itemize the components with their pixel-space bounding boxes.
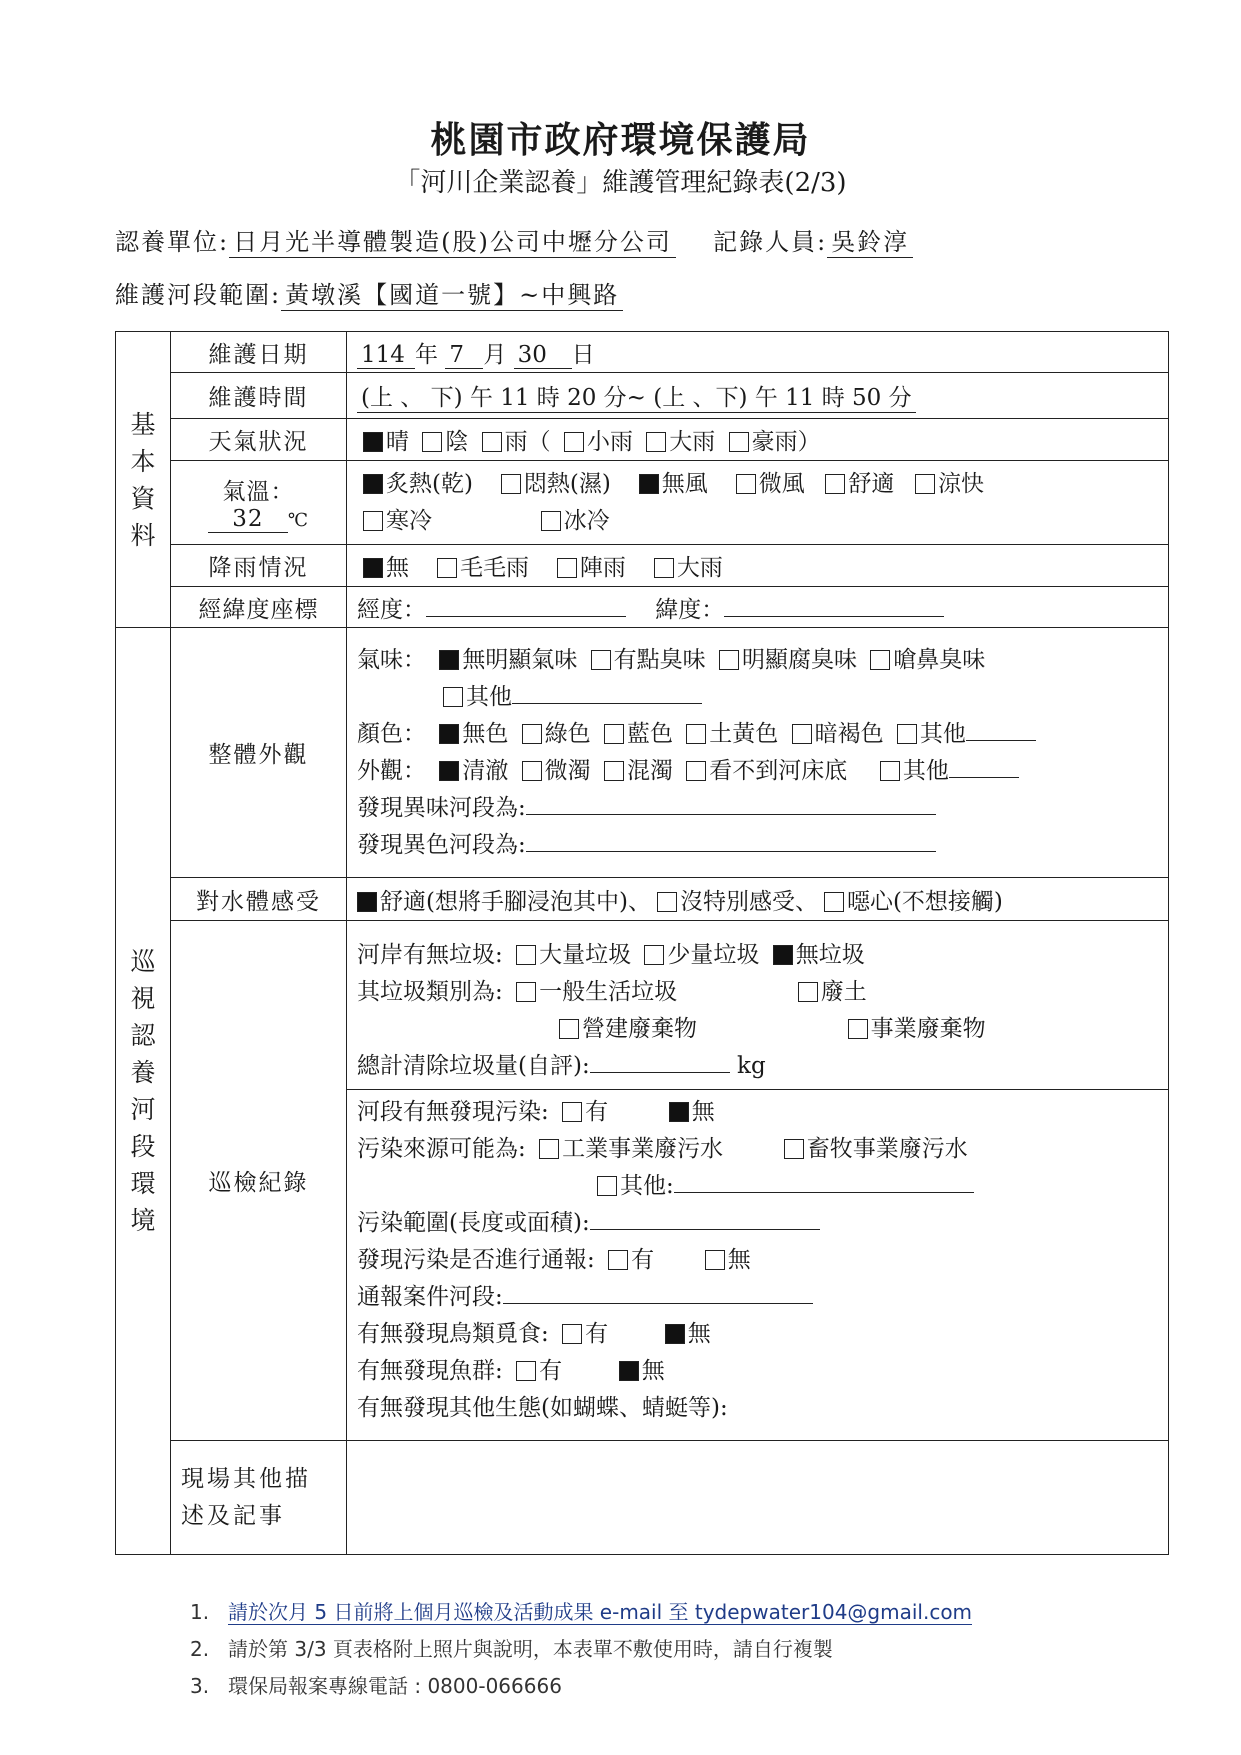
- temperature-cell: 氣溫： 32 ℃: [171, 461, 347, 545]
- weather-storm-checkbox[interactable]: [729, 432, 749, 452]
- weather-heavy-rain-checkbox[interactable]: [646, 432, 666, 452]
- inspection-record-row: 巡檢紀錄 河岸有無垃圾: 大量垃圾 少量垃圾 無垃圾 其垃圾類別為: 一般生活垃圾 廢土 營建廢棄物 事業廢棄物 總計清除垃圾量(自評): kg 河段有無發現污染: 有 無 污染來源可能為: 工業事業廢污水 畜牧事業廢污水 其他: 污染範圍(長度或面積): 發現污染是否進行通報: 有 無 通報案件河段: 有無發現鳥類覓食: 有 無 有無發現魚群: 有 無 有無發現其他生態(如蝴蝶、蜻蜓等):: [116, 921, 1169, 1441]
- trash-total-input[interactable]: [590, 1050, 730, 1073]
- time-label: 維護時間: [171, 373, 347, 419]
- look-slight-checkbox[interactable]: [522, 761, 542, 781]
- adopting-unit-label: 認養單位:: [115, 228, 230, 256]
- smell-rotten-checkbox[interactable]: [719, 650, 739, 670]
- date-value: 114 年 7 月 30 日: [347, 332, 1169, 373]
- weather-cloudy-checkbox[interactable]: [422, 432, 442, 452]
- footnote-3: 3. 環保局報案專線電話 : 0800-066666: [190, 1674, 562, 1698]
- notes-area[interactable]: [347, 1441, 1169, 1555]
- feel-gross-checkbox[interactable]: [824, 892, 844, 912]
- maintenance-time-row: [116, 373, 1169, 419]
- footnote-2: 2. 請於第 3/3 頁表格附上照片與說明，本表單不敷使用時，請自行複製: [190, 1637, 833, 1661]
- record-label: 巡檢紀錄: [171, 921, 347, 1441]
- rain-shower-checkbox[interactable]: [557, 558, 577, 578]
- source-other-input[interactable]: [674, 1170, 974, 1193]
- trash-construction-checkbox[interactable]: [559, 1019, 579, 1039]
- latitude-label: 緯度：: [655, 596, 725, 623]
- feel-comfort-checkbox[interactable]: [357, 892, 377, 912]
- smell-pungent-checkbox[interactable]: [870, 650, 890, 670]
- temp-cold-checkbox[interactable]: [363, 511, 383, 531]
- patrol-section: 巡視認養河段環境: [116, 628, 171, 1555]
- recorder-label: 記錄人員:: [713, 228, 828, 256]
- maintenance-date-row: [116, 332, 1169, 373]
- look-turbid-checkbox[interactable]: [604, 761, 624, 781]
- maintenance-record-table: [115, 331, 1169, 1555]
- color-brown-checkbox[interactable]: [792, 724, 812, 744]
- rain-heavy-checkbox[interactable]: [654, 558, 674, 578]
- pollution-yes-checkbox[interactable]: [562, 1102, 582, 1122]
- birds-no-checkbox[interactable]: [665, 1324, 685, 1344]
- look-other-input[interactable]: [949, 755, 1019, 778]
- rain-none-checkbox[interactable]: [363, 558, 383, 578]
- coordinates-row: [116, 587, 1169, 628]
- temp-cool-checkbox[interactable]: [915, 474, 935, 494]
- weather-sunny-checkbox[interactable]: [363, 432, 383, 452]
- basic-info-section: 基本資料: [116, 332, 171, 628]
- source-industry-checkbox[interactable]: [539, 1139, 559, 1159]
- look-other-checkbox[interactable]: [880, 761, 900, 781]
- river-range-row: [115, 275, 623, 311]
- temperature-row: 氣溫： 32 ℃ 炙熱(乾) 悶熱(濕) 無風 微風 舒適 涼快 寒冷 冰冷: [116, 461, 1169, 545]
- source-livestock-checkbox[interactable]: [784, 1139, 804, 1159]
- color-other-input[interactable]: [966, 718, 1036, 741]
- trash-lots-checkbox[interactable]: [516, 945, 536, 965]
- color-other-checkbox[interactable]: [897, 724, 917, 744]
- fish-yes-checkbox[interactable]: [516, 1361, 536, 1381]
- adopting-unit-value: 日月光半導體製造(股)公司中壢分公司: [229, 222, 676, 258]
- temperature-value: 32: [208, 506, 288, 533]
- color-green-checkbox[interactable]: [522, 724, 542, 744]
- latitude-input[interactable]: [724, 594, 944, 617]
- feel-label: 對水體感受: [171, 878, 347, 921]
- longitude-label: 經度：: [357, 596, 426, 623]
- date-year: 114: [357, 342, 415, 369]
- longitude-input[interactable]: [426, 594, 626, 617]
- temp-breeze-checkbox[interactable]: [736, 474, 756, 494]
- temp-icy-checkbox[interactable]: [541, 511, 561, 531]
- temp-hot-dry-checkbox[interactable]: [363, 474, 383, 494]
- smell-slight-checkbox[interactable]: [591, 650, 611, 670]
- smell-other-checkbox[interactable]: [443, 687, 463, 707]
- weather-row: 天氣狀況 晴 陰 雨（ 小雨 大雨 豪雨）: [116, 419, 1169, 461]
- date-label: 維護日期: [171, 332, 347, 373]
- rain-drizzle-checkbox[interactable]: [437, 558, 457, 578]
- footnotes: [190, 1594, 972, 1705]
- time-value: (上 、 下) 午 11 時 20 分~ (上 、下) 午 11 時 50 分: [357, 379, 916, 413]
- smell-other-input[interactable]: [512, 681, 702, 704]
- case-input[interactable]: [503, 1281, 813, 1304]
- river-range-value: 黃墩溪【國道一號】~中興路: [281, 275, 623, 311]
- smell-none-checkbox[interactable]: [439, 650, 459, 670]
- odd-color-label: 發現異色河段為:: [357, 831, 526, 858]
- temp-comfort-checkbox[interactable]: [825, 474, 845, 494]
- source-other-checkbox[interactable]: [597, 1176, 617, 1196]
- color-none-checkbox[interactable]: [439, 724, 459, 744]
- feel-nothing-checkbox[interactable]: [657, 892, 677, 912]
- odd-smell-input[interactable]: [526, 792, 936, 815]
- appearance-label: 整體外觀: [171, 628, 347, 878]
- notes-row: [116, 1441, 1169, 1555]
- water-feeling-row: 對水體感受 舒適(想將手腳浸泡其中)、 沒特別感受、 噁心(不想接觸): [116, 878, 1169, 921]
- footnote-1: 1. 請於次月 5 日前將上個月巡檢及活動成果 e-mail 至 tydepwater104@gmail.com: [190, 1600, 973, 1624]
- coordinates-label: 經緯度座標: [171, 587, 347, 628]
- report-no-checkbox[interactable]: [705, 1250, 725, 1270]
- color-blue-checkbox[interactable]: [604, 724, 624, 744]
- weather-label: 天氣狀況: [171, 419, 347, 461]
- weather-light-rain-checkbox[interactable]: [564, 432, 584, 452]
- rain-row: 降雨情況 無 毛毛雨 陣雨 大雨: [116, 545, 1169, 587]
- page-title: 桃園市政府環境保護局: [430, 119, 811, 161]
- weather-rain-checkbox[interactable]: [482, 432, 502, 452]
- overall-appearance-row: 巡視認養河段環境 整體外觀 氣味： 無明顯氣味 有點臭味 明顯腐臭味 嗆鼻臭味 其他 顏色： 無色 綠色 藍色 土黃色 暗褐色 其他 外觀： 清澈 微濁 混濁 看不到河床底 其他 發現異味河段為: 發現異色河段為:: [116, 628, 1169, 878]
- date-month: 7: [445, 342, 483, 369]
- color-yellow-checkbox[interactable]: [686, 724, 706, 744]
- trash-none-checkbox[interactable]: [773, 945, 793, 965]
- scope-input[interactable]: [590, 1207, 820, 1230]
- recorder-value: 吳鈴淳: [827, 222, 913, 258]
- trash-business-checkbox[interactable]: [848, 1019, 868, 1039]
- notes-label: 現場其他描述及記事: [171, 1441, 347, 1555]
- look-clear-checkbox[interactable]: [439, 761, 459, 781]
- birds-yes-checkbox[interactable]: [562, 1324, 582, 1344]
- temp-no-wind-checkbox[interactable]: [639, 474, 659, 494]
- date-day: 30: [514, 342, 572, 369]
- odd-color-input[interactable]: [526, 829, 936, 852]
- trash-soil-checkbox[interactable]: [798, 982, 818, 1002]
- temp-humid-checkbox[interactable]: [501, 474, 521, 494]
- look-nobed-checkbox[interactable]: [686, 761, 706, 781]
- adopting-unit-row: [115, 222, 913, 258]
- pollution-no-checkbox[interactable]: [669, 1102, 689, 1122]
- rain-label: 降雨情況: [171, 545, 347, 587]
- trash-little-checkbox[interactable]: [644, 945, 664, 965]
- report-yes-checkbox[interactable]: [608, 1250, 628, 1270]
- trash-household-checkbox[interactable]: [516, 982, 536, 1002]
- odd-smell-label: 發現異味河段為:: [357, 794, 526, 821]
- temperature-label: 氣溫：: [222, 478, 295, 505]
- page-subtitle: 「河川企業認養」維護管理紀錄表(2/3): [394, 168, 847, 198]
- river-range-label: 維護河段範圍:: [115, 281, 282, 309]
- fish-no-checkbox[interactable]: [619, 1361, 639, 1381]
- eco-label: 有無發現其他生態(如蝴蝶、蜻蜓等):: [357, 1395, 728, 1421]
